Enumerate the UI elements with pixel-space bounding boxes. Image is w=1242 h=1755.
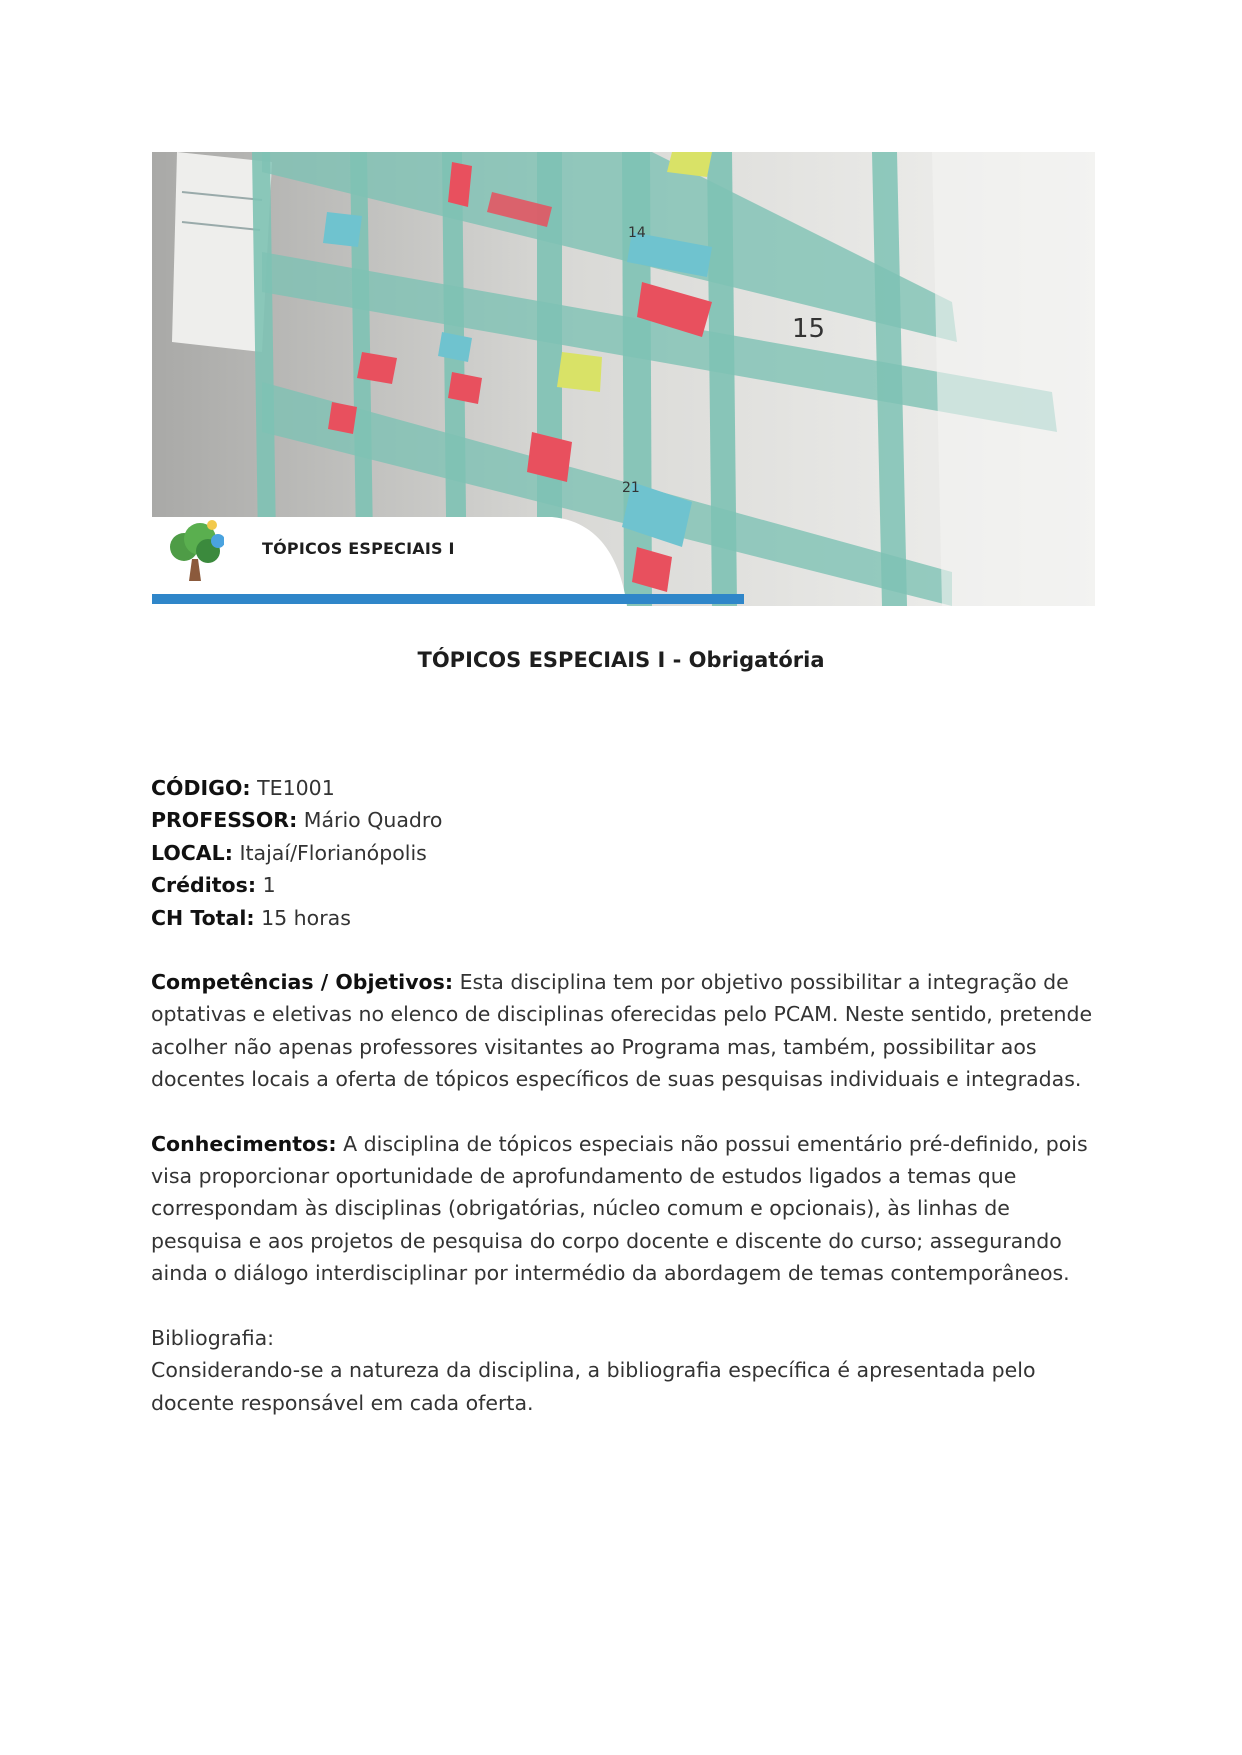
field-value: 1 — [262, 873, 276, 898]
field-codigo — [151, 772, 1101, 804]
section-competencias — [151, 966, 1101, 1096]
svg-text:21: 21 — [622, 480, 640, 496]
field-value: 15 horas — [261, 905, 351, 930]
field-value: Mário Quadro — [303, 808, 443, 833]
section-text: Esta disciplina tem por objetivo possibilitar a integração de optativas e eletivas no elenco de disciplinas oferecidas pelo PCAM. Neste sentido, pretende acolher não apenas professores visitantes ao Programa mas, também, possibilitar aos docentes locais a oferta de tópicos específicos de suas pesquisas individuais e integradas. — [151, 970, 1093, 1092]
svg-text:14: 14 — [628, 225, 646, 241]
field-creditos — [151, 869, 1101, 901]
svg-text:15: 15 — [792, 314, 826, 344]
field-professor — [151, 804, 1101, 836]
section-bibliografia-text: Considerando-se a natureza da disciplina, a bibliografia específica é apresentada pelo docente responsável em cada oferta. — [151, 1358, 1036, 1415]
section-bibliografia-label: Bibliografia: — [151, 1325, 275, 1350]
section-label: Conhecimentos: — [151, 1131, 337, 1156]
calendar-board-photo — [152, 152, 1095, 606]
field-label: Créditos: — [151, 873, 257, 898]
field-label: CÓDIGO: — [151, 776, 251, 800]
field-local — [151, 837, 1101, 869]
field-value: TE1001 — [257, 776, 335, 800]
section-text: A disciplina de tópicos especiais não possui ementário pré-definido, pois visa proporcionar oportunidade de aprofundamento de estudos ligados a temas que correspondam às disciplinas (obrigatórias, núcleo comum e opcionais), às linhas de pesquisa e aos projetos de pesquisa do corpo docente e discente do curso; assegurando ainda o diálogo interdisciplinar por intermédio da abordagem de temas contemporâneos. — [151, 1131, 1088, 1286]
banner-title: TÓPICOS ESPECIAIS I — [262, 539, 455, 558]
header-banner — [152, 152, 1095, 606]
field-label: PROFESSOR: — [151, 808, 298, 833]
document-title: TÓPICOS ESPECIAIS I - Obrigatória — [417, 648, 825, 672]
section-label: Competências / Objetivos: — [151, 970, 454, 995]
section-conhecimentos — [151, 1128, 1101, 1290]
field-ch-total — [151, 902, 1101, 934]
field-label: CH Total: — [151, 905, 255, 930]
tree-icon — [166, 517, 224, 583]
field-label: LOCAL: — [151, 840, 233, 865]
field-value: Itajaí/Florianópolis — [239, 840, 427, 865]
document-body — [151, 772, 1101, 1419]
